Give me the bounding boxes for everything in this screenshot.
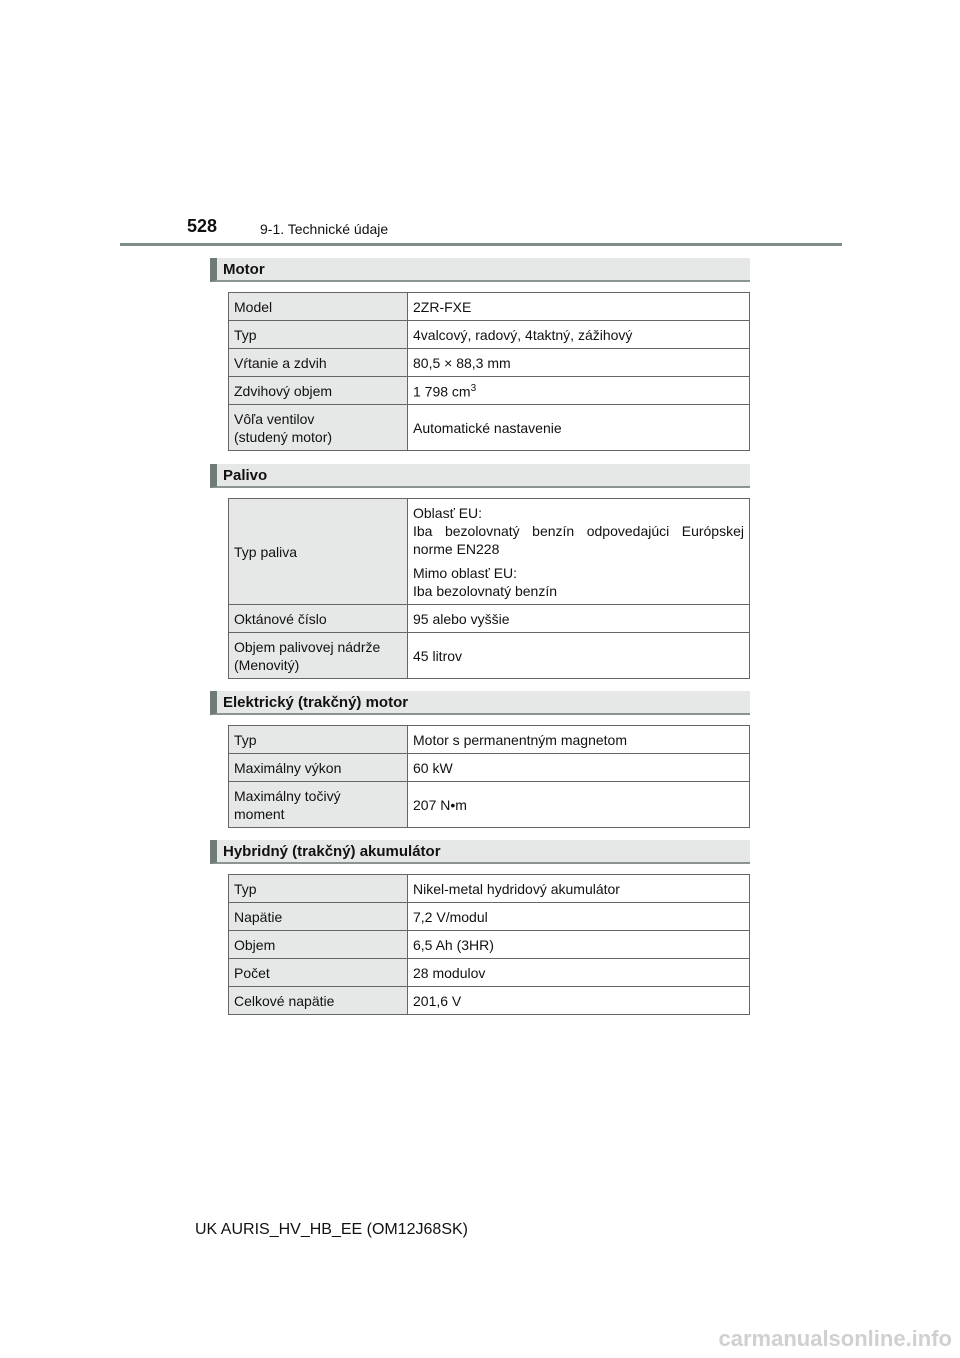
- table-row: [229, 931, 750, 959]
- page-number: 528: [187, 216, 218, 236]
- table-row: [229, 726, 750, 754]
- table-row: [229, 605, 750, 633]
- table-row: [229, 377, 750, 405]
- spec-value: 6,5 Ah (3HR): [408, 931, 750, 959]
- spec-value: 201,6 V: [408, 987, 750, 1015]
- table-row: [229, 782, 750, 828]
- battery-spec-table: [228, 874, 750, 1015]
- spec-key: Vŕtanie a zdvih: [229, 349, 408, 377]
- spec-key: Typ paliva: [229, 499, 408, 605]
- spec-value: 80,5 × 88,3 mm: [408, 349, 750, 377]
- spec-value: Nikel-metal hydridový akumulátor: [408, 875, 750, 903]
- palivo-spec-table: [228, 498, 750, 679]
- section-heading-motor: [210, 258, 750, 282]
- table-row: [229, 754, 750, 782]
- spec-value: 4valcový, radový, 4taktný, zážihový: [408, 321, 750, 349]
- spec-key: [229, 405, 408, 451]
- key-line: Objem palivovej nádrže: [234, 638, 381, 655]
- key-line: (Menovitý): [234, 656, 300, 673]
- spec-value: Automatické nastavenie: [408, 405, 750, 451]
- section-heading-battery: [210, 840, 750, 864]
- spec-value: 207 N•m: [408, 782, 750, 828]
- spec-key: Typ: [229, 726, 408, 754]
- spec-key: Oktánové číslo: [229, 605, 408, 633]
- table-row: [229, 321, 750, 349]
- value-paragraph: [413, 564, 744, 600]
- section-title: Palivo: [223, 467, 268, 484]
- section-title: Motor: [223, 261, 265, 278]
- region-text: Iba bezolovnatý benzín: [413, 582, 557, 599]
- table-row: [229, 633, 750, 679]
- spec-value: 60 kW: [408, 754, 750, 782]
- table-row: [229, 959, 750, 987]
- spec-key: Celkové napätie: [229, 987, 408, 1015]
- spec-value: 7,2 V/modul: [408, 903, 750, 931]
- key-line: Vôľa ventilov: [234, 410, 315, 427]
- value-paragraph: [413, 504, 744, 558]
- spec-key: Počet: [229, 959, 408, 987]
- motor-spec-table: [228, 292, 750, 451]
- page-header: [120, 212, 842, 246]
- manual-code: UK AURIS_HV_HB_EE (OM12J68SK): [195, 1221, 468, 1238]
- spec-key: Zdvihový objem: [229, 377, 408, 405]
- chapter-title: 9-1. Technické údaje: [260, 221, 389, 237]
- section-heading-electric-motor: [210, 691, 750, 715]
- section-title: Hybridný (trakčný) akumulátor: [223, 843, 441, 860]
- table-row: [229, 903, 750, 931]
- spec-key: Typ: [229, 875, 408, 903]
- key-line: Maximálny točivý: [234, 787, 341, 804]
- spec-key: Model: [229, 293, 408, 321]
- spec-key: [229, 782, 408, 828]
- key-line: moment: [234, 805, 285, 822]
- region-label: Mimo oblasť EU:: [413, 564, 518, 581]
- value-text: 1 798 cm: [413, 383, 471, 400]
- table-row: [229, 875, 750, 903]
- value-superscript: 3: [470, 383, 477, 395]
- spec-key: [229, 633, 408, 679]
- section-heading-palivo: [210, 464, 750, 488]
- spec-key: Maximálny výkon: [229, 754, 408, 782]
- spec-value: 28 modulov: [408, 959, 750, 987]
- table-row: [229, 349, 750, 377]
- region-text: Iba bezolovnatý benzín odpovedajúci Európskej norme EN228: [413, 522, 744, 557]
- region-label: Oblasť EU:: [413, 504, 483, 521]
- table-row: [229, 499, 750, 605]
- watermark-link[interactable]: carmanualsonline.info: [718, 1326, 952, 1351]
- table-row: [229, 987, 750, 1015]
- spec-value: [408, 499, 750, 605]
- key-line: (studený motor): [234, 428, 333, 445]
- table-row: [229, 293, 750, 321]
- header-rule: [120, 243, 842, 246]
- spec-value: 2ZR-FXE: [408, 293, 750, 321]
- section-title: Elektrický (trakčný) motor: [223, 694, 409, 711]
- spec-key: Typ: [229, 321, 408, 349]
- spec-value: Motor s permanentným magnetom: [408, 726, 750, 754]
- spec-key: Objem: [229, 931, 408, 959]
- table-row: [229, 405, 750, 451]
- spec-key: Napätie: [229, 903, 408, 931]
- spec-value: [408, 377, 750, 405]
- spec-value: 95 alebo vyššie: [408, 605, 750, 633]
- spec-value: 45 litrov: [408, 633, 750, 679]
- electric-motor-spec-table: [228, 725, 750, 828]
